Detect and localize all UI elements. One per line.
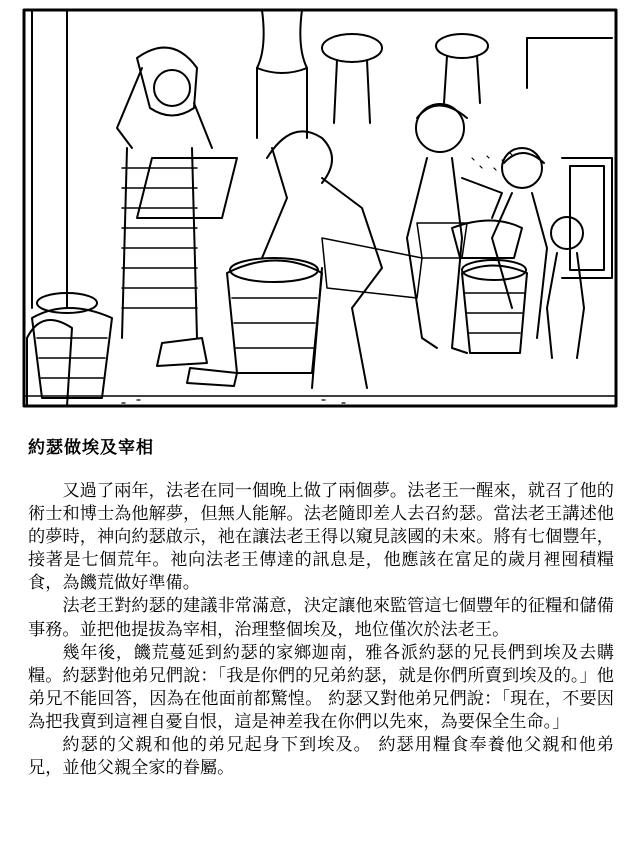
paragraph-3: 幾年後，饑荒蔓延到約瑟的家鄉迦南，雅各派約瑟的兄長們到埃及去購糧。約瑟對他弟兄們說：「我是你們的兄弟約瑟，就是你們所賣到埃及的。」他弟兄不能回答，因為在他面前都驚惶。 約瑟又對他弟兄們說：「現在，不要因為把我賣到這裡自憂自恨，這是神差我在你們以先來，為要保全生命。」	[28, 642, 614, 732]
paragraph-4: 約瑟的父親和他的弟兄起身下到埃及。 約瑟用糧食奉養他父親和他弟兄，並他父親全家的眷屬。	[28, 735, 614, 779]
overseer-figure	[117, 48, 237, 386]
paragraph-1: 又過了兩年，法老在同一個晚上做了兩個夢。法老王一醒來，就召了他的術士和博士為他解夢，但無人能解。法老隨即差人去召約瑟。當法老王講述他的夢時，神向約瑟啟示，祂在讓法老王得以窺見該國的未來。將有七個豐年，接著是七個荒年。祂向法老王傳達的訊息是，他應該在富足的歲月裡囤積糧食，為饑荒做好準備。	[28, 481, 614, 594]
paragraph-2: 法老王對約瑟的建議非常滿意，決定讓他來監管這七個豐年的征糧和儲備事務。並把他提拔為宰相，治理整個埃及，地位僅次於法老王。	[28, 596, 614, 640]
joseph-grain-scene	[22, 8, 618, 408]
worker-bending	[227, 131, 422, 388]
columns-background	[32, 10, 612, 308]
article-title: 約瑟做埃及宰相	[28, 438, 154, 458]
baskets-right	[462, 260, 527, 353]
article-body	[28, 480, 614, 780]
worker-receiving	[452, 148, 584, 358]
baskets-left	[27, 293, 112, 406]
coloring-illustration	[22, 8, 618, 408]
worker-pouring	[407, 104, 502, 353]
